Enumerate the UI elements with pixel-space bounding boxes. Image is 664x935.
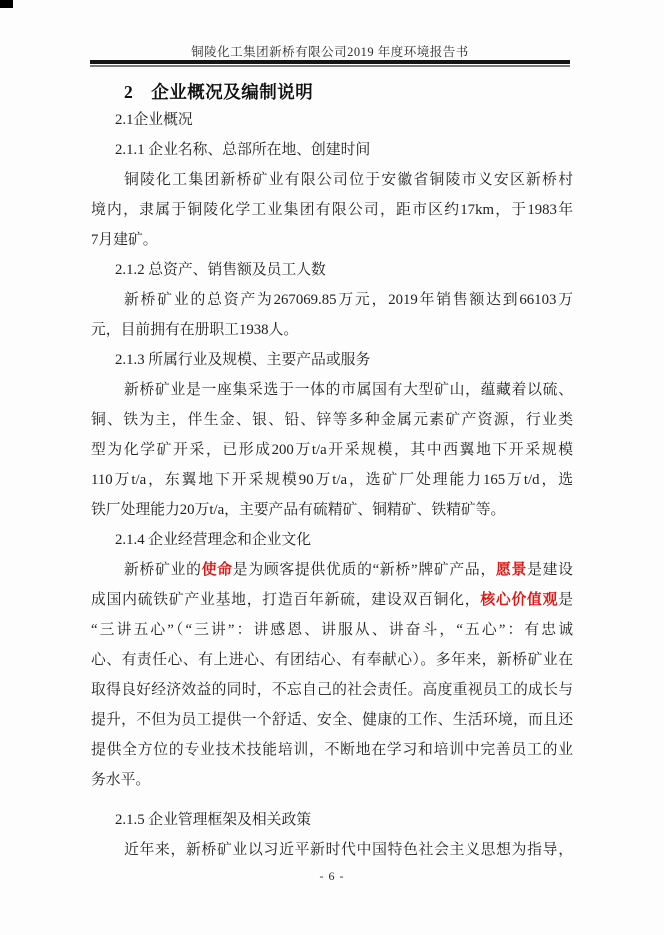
body-line: 提供全方位的专业技术技能培训，不断地在学习和培训中完善员工的业	[91, 742, 573, 758]
body-line	[91, 585, 573, 615]
body-text: 成国内硫铁矿产业基地，打造百年新硫，建设双百铜化，	[91, 592, 481, 608]
subheading-2-1-3: 2.1.3 所属行业及规模、主要产品或服务	[115, 352, 371, 368]
body-text: 是为顾客提供优质的“新桥”牌矿产品，	[232, 562, 497, 578]
document-body	[91, 105, 573, 865]
subheading-2-1: 2.1企业概况	[115, 112, 193, 128]
header-rule-thin	[90, 65, 570, 67]
subheading-2-1-5: 2.1.5 企业管理框架及相关政策	[115, 812, 312, 828]
scan-artifact-corner	[0, 0, 13, 8]
body-text: 是建设	[527, 562, 573, 578]
body-line: 提升，不但为员工提供一个舒适、安全、健康的工作、生活环境，而且还	[91, 712, 573, 728]
body-line: 7月建矿。	[91, 232, 158, 248]
body-line	[91, 555, 573, 585]
page-number: - 6 -	[319, 869, 345, 883]
highlight-term-vision: 愿景	[496, 562, 528, 578]
section-heading: 2 企业概况及编制说明	[124, 82, 314, 102]
page-header-title: 铜陵化工集团新桥有限公司2019 年度环境报告书	[191, 45, 469, 59]
body-line: 铜、铁为主，伴生金、银、铅、锌等多种金属元素矿产资源，行业类	[91, 412, 573, 428]
body-line: 铜陵化工集团新桥矿业有限公司位于安徽省铜陵市义安区新桥村	[124, 172, 573, 188]
body-text: 新桥矿业的	[124, 562, 202, 578]
body-line: 境内，隶属于铜陵化学工业集团有限公司，距市区约17km，于1983年	[91, 202, 573, 218]
header-rule-thick	[90, 60, 570, 64]
body-line: 务水平。	[91, 772, 151, 788]
highlight-term-mission: 使命	[201, 562, 233, 578]
body-line: 心、有责任心、有上进心、有团结心、有奉献心）。多年来，新桥矿业在	[91, 652, 573, 668]
body-line: 取得良好经济效益的同时，不忘自己的社会责任。高度重视员工的成长与	[91, 682, 573, 698]
body-line: 近年来，新桥矿业以习近平新时代中国特色社会主义思想为指导，	[124, 842, 573, 858]
subheading-2-1-4: 2.1.4 企业经营理念和企业文化	[115, 532, 312, 548]
body-line: 新桥矿业是一座集采选于一体的市属国有大型矿山，蕴藏着以硫、	[124, 382, 573, 398]
body-line: 110万t/a，东翼地下开采规模90万t/a，选矿厂处理能力165万t/d，选	[91, 472, 573, 488]
body-text: 是	[558, 592, 573, 608]
body-line: “三讲五心”（“三讲”：讲感恩、讲服从、讲奋斗，“五心”：有忠诚	[91, 622, 573, 638]
body-line: 新桥矿业的总资产为267069.85万元，2019年销售额达到66103万	[124, 292, 573, 308]
highlight-term-core-values: 核心价值观	[480, 592, 559, 608]
body-line: 铁厂处理能力20万t/a，主要产品有硫精矿、铜精矿、铁精矿等。	[91, 502, 506, 518]
body-line: 型为化学矿开采，已形成200万t/a开采规模，其中西翼地下开采规模	[91, 442, 573, 458]
body-line: 元，目前拥有在册职工1938人。	[91, 322, 299, 338]
subheading-2-1-1: 2.1.1 企业名称、总部所在地、创建时间	[115, 142, 371, 158]
subheading-2-1-2: 2.1.2 总资产、销售额及员工人数	[115, 262, 326, 278]
header-rule	[90, 60, 570, 67]
